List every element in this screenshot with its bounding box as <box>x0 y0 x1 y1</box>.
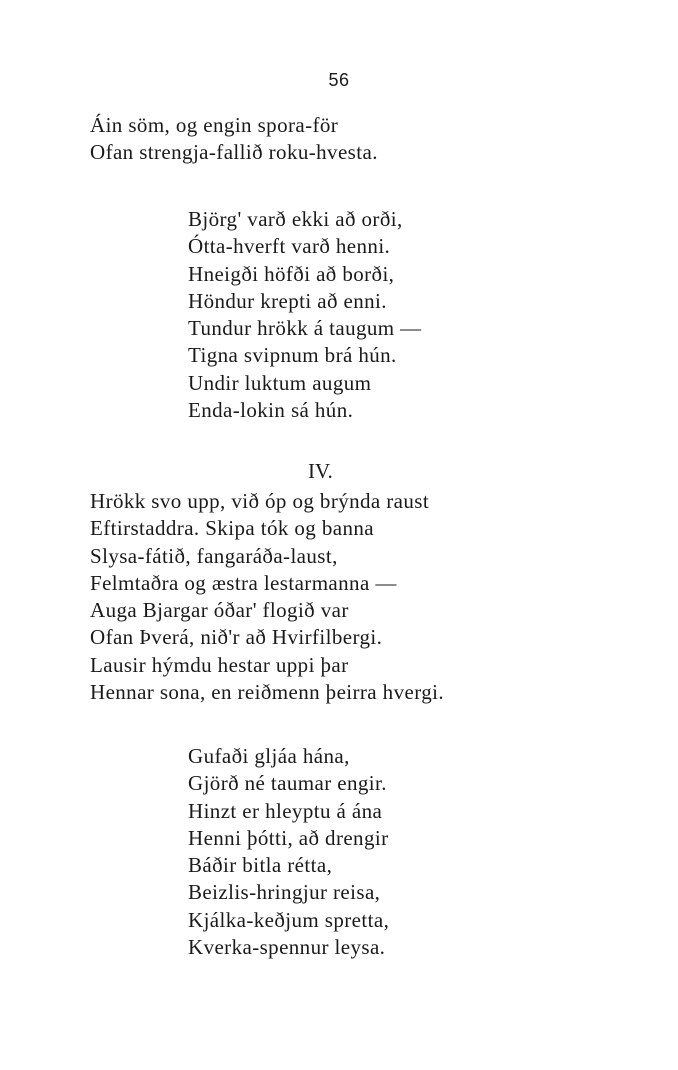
verse-line: Ótta-hverft varð henni. <box>188 234 391 259</box>
verse-line: Báðir bitla rétta, <box>188 853 333 878</box>
verse-line: Gufaði gljáa hána, <box>188 744 350 768</box>
section-heading: IV. <box>308 459 333 483</box>
stanza <box>188 206 422 424</box>
verse-line: Hneigði höfði að borði, <box>188 261 395 286</box>
verse-line: Ofan strengja-fallið roku-hvesta. <box>90 140 378 165</box>
verse-line: Felmtaðra og æstra lestarmanna — <box>90 570 397 595</box>
verse-line: Tigna svipnum brá hún. <box>188 343 397 368</box>
verse-line: Slysa-fátið, fangaráða-laust, <box>90 543 338 568</box>
verse-line: Ofan Þverá, nið'r að Hvirfilbergi. <box>90 625 383 650</box>
verse-line: Auga Bjargar óðar' flogið var <box>90 598 349 623</box>
verse-line: Kverka-spennur leysa. <box>188 935 386 960</box>
verse-line: Lausir hýmdu hestar uppi þar <box>90 652 349 677</box>
verse-line: Hennar sona, en reiðmenn þeirra hvergi. <box>90 680 444 705</box>
page-number: 56 <box>328 70 350 90</box>
verse-line: Henni þótti, að drengir <box>188 825 389 850</box>
verse-line: Tundur hrökk á taugum — <box>188 316 422 341</box>
verse-line: Undir luktum augum <box>188 370 372 395</box>
stanza <box>188 743 389 961</box>
verse-line: Hinzt er hleyptu á ána <box>188 798 383 823</box>
verse-line: Áin söm, og engin spora-för <box>90 113 339 137</box>
verse-line: Kjálka-keðjum spretta, <box>188 907 390 932</box>
verse-line: Hrökk svo upp, við óp og brýnda raust <box>90 489 430 513</box>
verse-line: Höndur krepti að enni. <box>188 288 387 313</box>
stanza <box>90 488 444 706</box>
stanza <box>90 112 378 167</box>
verse-line: Eftirstaddra. Skipa tók og banna <box>90 516 374 541</box>
verse-line: Enda-lokin sá hún. <box>188 398 354 423</box>
verse-line: Björg' varð ekki að orði, <box>188 207 403 231</box>
verse-line: Gjörð né taumar engir. <box>188 771 387 796</box>
verse-line: Beizlis-hringjur reisa, <box>188 880 381 905</box>
